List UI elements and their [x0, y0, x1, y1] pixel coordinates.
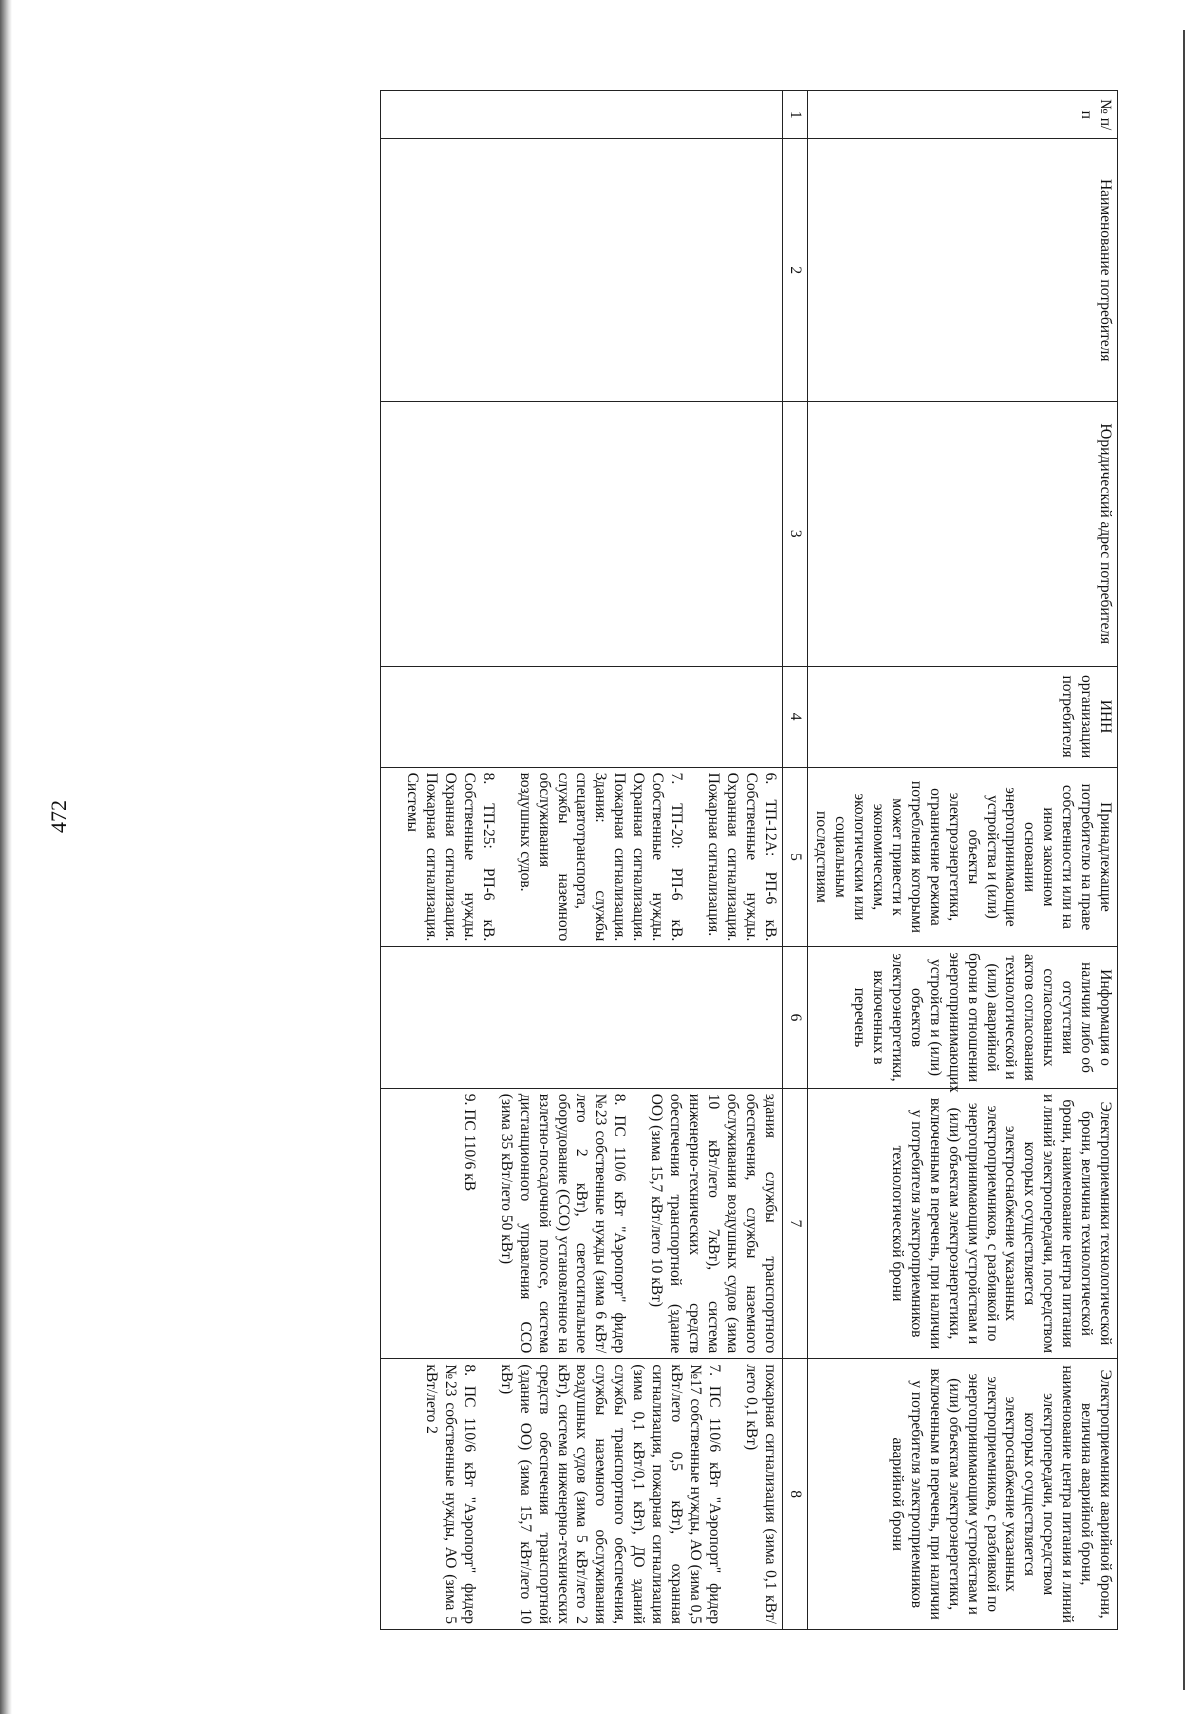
column-number-row: [782, 91, 808, 1630]
column-number: 2: [782, 139, 808, 402]
column-number: 7: [782, 1088, 808, 1359]
header-cell-number: № п/п: [808, 91, 1118, 139]
column-number: 5: [782, 767, 808, 947]
devices-entry: 8. ТП-25: РП-6 кВ. Собственные нужды. Охранная сигнализация. Пожарная сигнализация. Системы: [404, 772, 497, 942]
devices-entry: 7. ТП-20: РП-6 кВ. Собственные нужды. Охранная сигнализация. Пожарная сигнализация. Здания: службы спецавтотранспорта, службы наземного обслуживания воздушных судов.: [516, 772, 685, 942]
cell-inn: [381, 666, 782, 767]
cell-consumer-name: [381, 139, 782, 402]
emergency-reserve-entry: пожарная сигнализация (зима 0,1 кВт/лето 0,1 кВт): [742, 1364, 779, 1624]
column-number: 1: [782, 91, 808, 139]
table-header-row: [808, 91, 1118, 1630]
technological-reserve-entry: здания службы транспортного обеспечения, службы наземного обслуживания воздушных судов (зима 10 кВт/лето 7кВт), система инженерно-технических средств обеспечения транспортной (здание ОО) (зима 15,7 кВт/лето 10 кВт): [648, 1093, 779, 1354]
cell-emergency-reserve: [381, 1359, 782, 1630]
column-number: 6: [782, 947, 808, 1088]
header-cell-agreement-info: Информация о наличии либо об отсутствии согласованных актов согласования технологической и (или) аварийной брони в отношении энергопринимающих устройств и (или) объектов электроэнергетики, включенных в перечень: [808, 947, 1118, 1088]
technological-reserve-entry: 8. ПС 110/6 кВт "Аэропорт" фидер №23 собственные нужды (зима 6 кВт/лето 2 кВт), светосигнальное оборудование (ССО) установленное на взлетно-посадочной полосе, система дистанционного управления ССО (зима 35 кВт/лето 50 кВт): [497, 1093, 629, 1354]
header-cell-inn: ИНН организации потребителя: [808, 666, 1118, 767]
header-cell-consumer-name: Наименование потребителя: [808, 139, 1118, 402]
devices-entry: 6. ТП-12А: РП-6 кВ. Собственные нужды. Охранная сигнализация. Пожарная сигнализация.: [704, 772, 779, 942]
cell-number: [381, 91, 782, 139]
cell-legal-address: [381, 402, 782, 667]
header-cell-emergency-reserve: Электроприемники аварийной брони, величина аварийной брони, наименование центра питания и линий электропередачи, посредством которых осуществляется электроснабжение указанных электроприемников, с разбивкой по энергопринимающим устройствам и (или) объектам электроэнергетики, включенным в перечень, при наличии у потребителя электроприемников аварийной брони: [808, 1359, 1118, 1630]
technological-reserve-entry: 9. ПС 110/6 кВ: [460, 1093, 478, 1192]
cell-devices: [381, 767, 782, 947]
header-cell-technological-reserve: Электроприемники технологической брони, величина технологической брони, наименование центра питания и линий электропередачи, посредством которых осуществляется электроснабжение указанных электроприемников, с разбивкой по энергопринимающим устройствам и (или) объектам электроэнергетики, включенным в перечень, при наличии у потребителя электроприемников технологической брони: [808, 1088, 1118, 1359]
emergency-reserve-entry: 7. ПС 110/6 кВт "Аэропорт" фидер №17 собственные нужды, АО (зима 0,5 кВт/лето 0,5 кВт), охранная сигнализация, пожарная сигнализация (зима 0,1 кВт/0,1 кВт), ДО зданий службы транспортного обеспечения, службы наземного обслуживания воздушных судов (зима 5 кВт/лето 2 кВт), система инженерно-технических средств обеспечения транспортной (здание ОО) (зима 15,7 кВт/лето 10 кВт): [497, 1364, 723, 1625]
cell-agreement-info: [381, 947, 782, 1088]
cell-technological-reserve: [381, 1088, 782, 1359]
column-number: 8: [782, 1359, 808, 1630]
column-number: 3: [782, 402, 808, 667]
header-cell-legal-address: Юридический адрес потребителя: [808, 402, 1118, 667]
table-row: [381, 91, 782, 1630]
page-number: 472: [46, 800, 71, 833]
header-cell-devices: Принадлежащие потребителю на праве собственности или на ином законном основании энергопринимающие устройства и (или) объекты электроэнергетики, ограничение режима потребления которыми может привести к экономическим, экологическим или социальным последствиям: [808, 767, 1118, 947]
emergency-reserve-entry: 8. ПС 110/6 кВт "Аэропорт" фидер №23 собственные нужды, АО (зима 5 кВт/лето 2: [423, 1364, 478, 1624]
column-number: 4: [782, 666, 808, 767]
consumer-register-table: [380, 90, 1118, 1630]
